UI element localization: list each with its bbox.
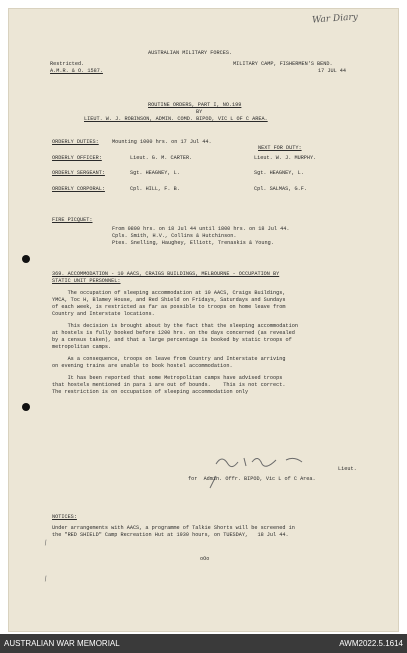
duty-row-next: Cpl. SALMAS, G.F. [254, 186, 307, 192]
para-369-subheading: STATIC UNIT PERSONNEL: [52, 278, 121, 284]
para-line: YMCA, Toc H, Blamey House, and Red Shield on Fridays, Saturdays and Sundays [52, 297, 286, 303]
duty-row-now: Cpl. HILL, F. B. [130, 186, 180, 192]
archive-id: AWM2022.5.1614 [339, 639, 403, 648]
fire-picquet-label: FIRE PICQUET: [52, 217, 93, 223]
duty-row-now: Lieut. G. M. CARTER. [130, 155, 193, 161]
orders-issuer: LIEUT. W. J. ROBINSON, ADMIN. COMD. BIPOD, VIC L OF C AREA. [84, 116, 268, 122]
archive-footer [0, 634, 407, 653]
para-line: Country and Interstate locations. [52, 311, 155, 317]
para-line: that hostels mentioned in para 1 are out of bounds. This is not correct. [52, 382, 286, 388]
camp-location: MILITARY CAMP, FISHERMEN'S BEND. [233, 61, 333, 67]
restricted-label: Restricted. [50, 61, 85, 67]
orderly-duties-text: Mounting 1000 hrs. on 17 Jul 44. [112, 139, 212, 145]
para-line: at hostels is fully booked before 1200 hrs. on the days concerned (as revealed [52, 330, 295, 336]
fire-picquet-line: Ptes. Snelling, Haughey, Elliott, Trenaskis & Young. [112, 240, 274, 246]
para-line: of each week, is restricted as far as possible to troops on home leave from [52, 304, 286, 310]
handwritten-note: War Diary [311, 12, 359, 26]
signature-line: for Admin. Offr. BIPOD, Vic L of C Area. [188, 476, 316, 482]
document-date: 17 JUL 44 [318, 68, 347, 74]
para-line: This decision is brought about by the fact that the sleeping accommodation [52, 323, 298, 329]
archive-name: AUSTRALIAN WAR MEMORIAL [4, 639, 120, 648]
para-line: metropolitan camps. [52, 344, 112, 350]
para-line: by a census taken), and that a large percentage is booked by static troops of [52, 337, 292, 343]
fire-picquet-line: Cpls. Smith, H.V., Collins & Hutchinson. [112, 233, 237, 239]
para-line: It has been reported that some Metropolitan camps have advised troops [52, 375, 283, 381]
next-for-duty-label: NEXT FOR DUTY: [258, 145, 302, 151]
para-line: As a consequence, troops on leave from Country and Interstate arriving [52, 356, 286, 362]
margin-mark: / [42, 575, 50, 585]
orderly-duties-label: ORDERLY DUTIES: [52, 139, 99, 145]
para-line: The restriction is on occupation of sleeping accommodation only [52, 389, 249, 395]
para-line: on evening trains are unable to book hostel accommodation. [52, 363, 233, 369]
orders-title: ROUTINE ORDERS, PART I, NO.199 [148, 102, 242, 108]
org-heading: AUSTRALIAN MILITARY FORCES. [148, 50, 233, 56]
notices-line: the "RED SHIELD" Camp Recreation Hut at 1930 hours, on TUESDAY, 18 Jul 44. [52, 532, 289, 538]
orders-by: BY [196, 109, 203, 115]
duty-row-next: Lieut. W. J. MURPHY. [254, 155, 317, 161]
handwritten-signature [206, 448, 326, 492]
fire-picquet-line: From 0800 hrs. on 18 Jul 44 until 1800 hrs. on 18 Jul 44. [112, 226, 290, 232]
signature-rank: Lieut. [338, 466, 357, 472]
end-mark: oOo [200, 556, 210, 562]
punch-hole-top [22, 255, 30, 263]
duty-row-label: ORDERLY SERGEANT: [52, 170, 105, 176]
duty-row-label: ORDERLY OFFICER: [52, 155, 102, 161]
notices-line: Under arrangements with AACS, a programme of Talkie Shorts will be screened in [52, 525, 295, 531]
punch-hole-bottom [22, 403, 30, 411]
notices-label: NOTICES: [52, 514, 77, 520]
duty-row-label: ORDERLY CORPORAL: [52, 186, 105, 192]
amr-reference: A.M.R. & O. 1587. [50, 68, 103, 74]
duty-row-next: Sgt. HEAGNEY, L. [254, 170, 304, 176]
para-369-heading: 369. ACCOMMODATION - 10 AACS, CRAIGS BUILDINGS, MELBOURNE - OCCUPATION BY [52, 271, 280, 277]
duty-row-now: Sgt. HEAGNEY, L. [130, 170, 180, 176]
margin-mark: / [42, 539, 50, 549]
para-line: The occupation of sleeping accommodation at 10 AACS, Craigs Buildings, [52, 290, 286, 296]
